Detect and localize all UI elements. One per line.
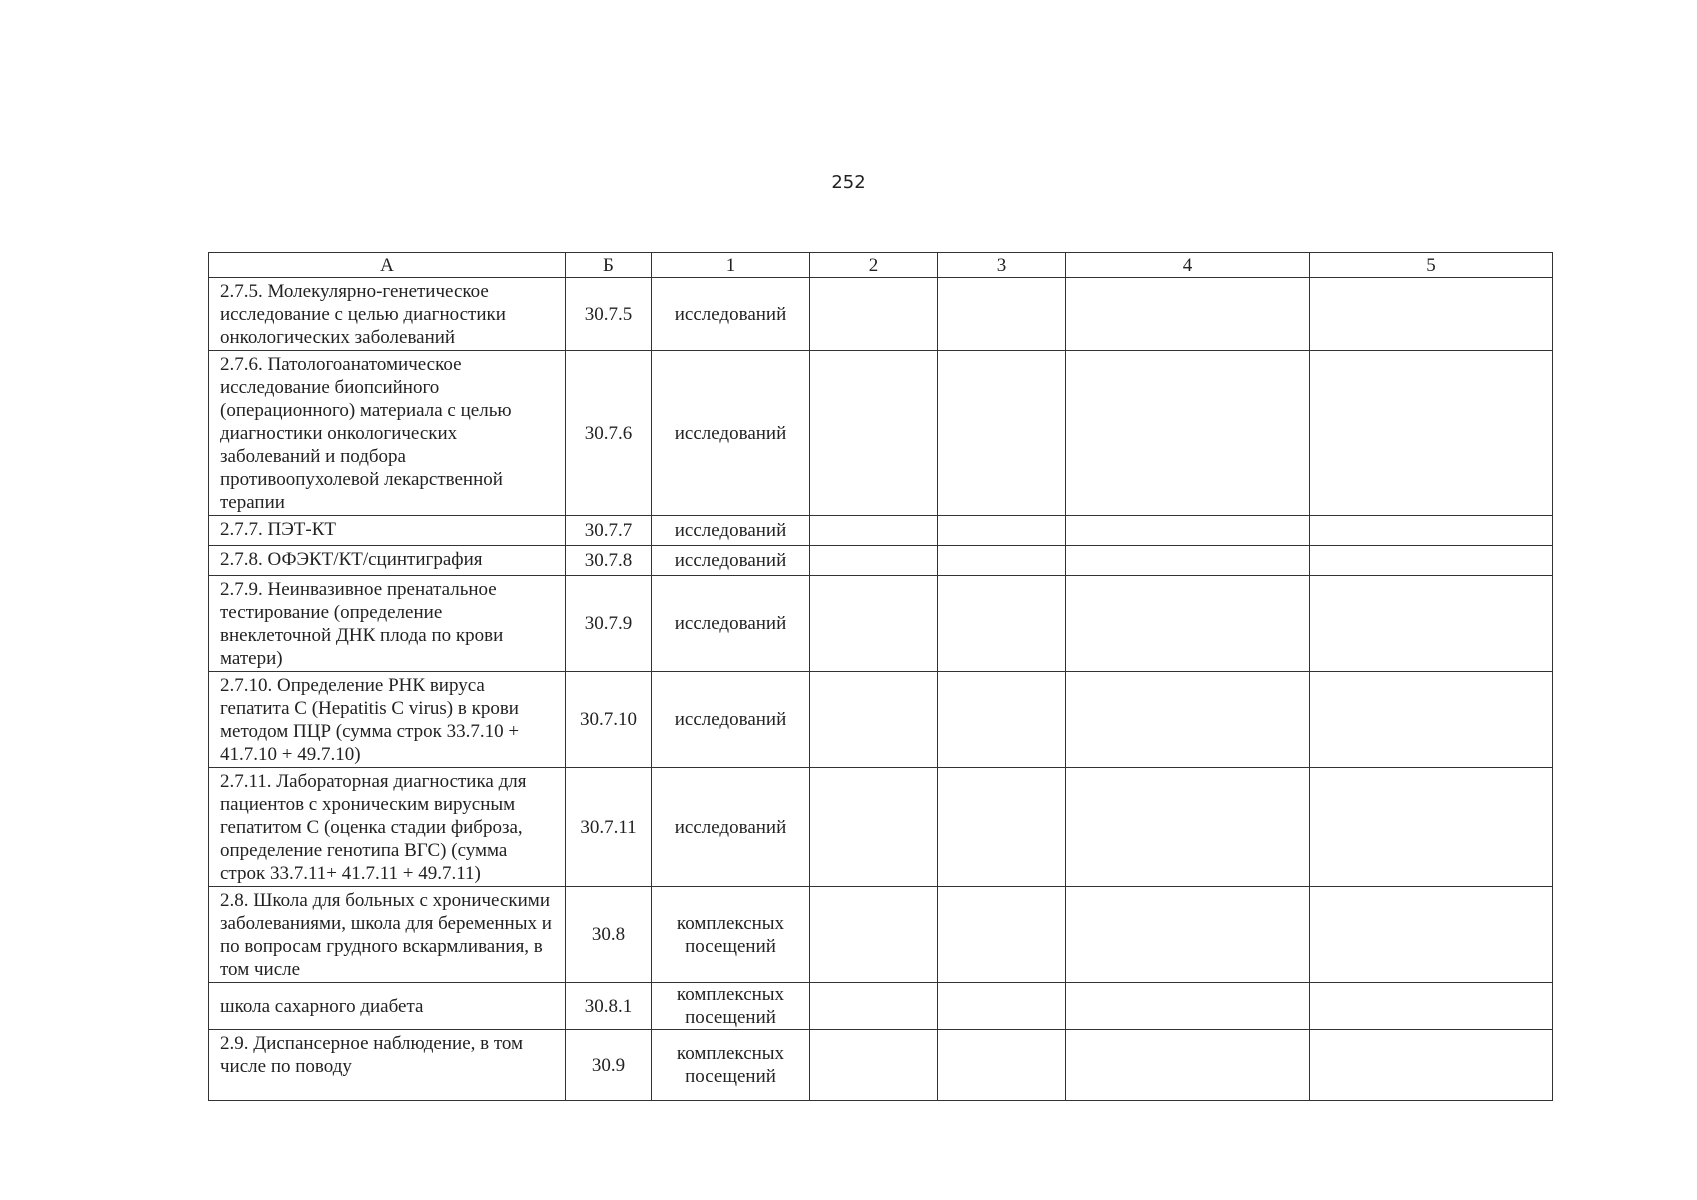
row-col-4	[1066, 516, 1310, 546]
row-col-5	[1310, 983, 1553, 1030]
row-col-2	[810, 768, 938, 887]
row-col-3	[938, 672, 1066, 768]
row-col-3	[938, 546, 1066, 576]
row-col-2	[810, 546, 938, 576]
row-name: 2.7.9. Неинвазивное пренатальное тестирование (определение внеклеточной ДНК плода по крови матери)	[209, 576, 566, 672]
row-unit: комплексных посещений	[652, 983, 810, 1030]
row-unit: исследований	[652, 546, 810, 576]
row-col-2	[810, 887, 938, 983]
header-col-3: 3	[938, 253, 1066, 278]
row-unit: исследований	[652, 278, 810, 351]
page-number: 252	[831, 172, 866, 193]
table-row	[209, 278, 1553, 351]
table-row	[209, 576, 1553, 672]
row-unit: исследований	[652, 351, 810, 516]
header-row	[209, 253, 1553, 278]
row-col-4	[1066, 576, 1310, 672]
table-body	[209, 278, 1553, 1101]
row-col-5	[1310, 351, 1553, 516]
row-col-4	[1066, 672, 1310, 768]
report-table	[208, 252, 1553, 1101]
row-unit: исследований	[652, 768, 810, 887]
header-col-b: Б	[566, 253, 652, 278]
row-col-4	[1066, 1030, 1310, 1101]
row-col-5	[1310, 768, 1553, 887]
row-name: 2.7.6. Патологоанатомическое исследование биопсийного (операционного) материала с целью диагностики онкологических заболеваний и подбора противоопухолевой лекарственной терапии	[209, 351, 566, 516]
row-col-2	[810, 1030, 938, 1101]
row-col-3	[938, 1030, 1066, 1101]
row-name: 2.7.7. ПЭТ-КТ	[209, 516, 566, 546]
row-code: 30.7.7	[566, 516, 652, 546]
row-code: 30.9	[566, 1030, 652, 1101]
table-header	[209, 253, 1553, 278]
row-col-5	[1310, 887, 1553, 983]
table-row	[209, 1030, 1553, 1101]
row-name: 2.7.11. Лабораторная диагностика для пациентов с хроническим вирусным гепатитом С (оценка стадии фиброза, определение генотипа ВГС) (сумма строк 33.7.11+ 41.7.11 + 49.7.11)	[209, 768, 566, 887]
row-code: 30.7.8	[566, 546, 652, 576]
row-col-5	[1310, 516, 1553, 546]
row-col-2	[810, 672, 938, 768]
row-col-3	[938, 983, 1066, 1030]
row-unit: комплексных посещений	[652, 1030, 810, 1101]
row-col-4	[1066, 768, 1310, 887]
row-col-2	[810, 516, 938, 546]
row-col-3	[938, 516, 1066, 546]
header-col-2: 2	[810, 253, 938, 278]
row-code: 30.7.10	[566, 672, 652, 768]
table-row	[209, 546, 1553, 576]
row-name: 2.7.5. Молекулярно-генетическое исследование с целью диагностики онкологических заболеваний	[209, 278, 566, 351]
table-row	[209, 768, 1553, 887]
row-col-5	[1310, 1030, 1553, 1101]
row-name: 2.8. Школа для больных с хроническими заболеваниями, школа для беременных и по вопросам грудного вскармливания, в том числе	[209, 887, 566, 983]
row-col-5	[1310, 278, 1553, 351]
row-name: 2.7.10. Определение РНК вируса гепатита С (Hepatitis C virus) в крови методом ПЦР (сумма строк 33.7.10 + 41.7.10 + 49.7.10)	[209, 672, 566, 768]
row-col-4	[1066, 278, 1310, 351]
row-col-3	[938, 887, 1066, 983]
row-col-5	[1310, 546, 1553, 576]
row-col-5	[1310, 672, 1553, 768]
row-col-3	[938, 351, 1066, 516]
row-name: 2.7.8. ОФЭКТ/КТ/сцинтиграфия	[209, 546, 566, 576]
row-code: 30.7.11	[566, 768, 652, 887]
row-col-3	[938, 278, 1066, 351]
row-name: школа сахарного диабета	[209, 983, 566, 1030]
row-col-4	[1066, 887, 1310, 983]
table-row	[209, 672, 1553, 768]
row-col-2	[810, 983, 938, 1030]
row-unit: комплексных посещений	[652, 887, 810, 983]
row-col-3	[938, 576, 1066, 672]
row-code: 30.7.5	[566, 278, 652, 351]
row-col-4	[1066, 983, 1310, 1030]
row-col-2	[810, 576, 938, 672]
table-row	[209, 351, 1553, 516]
row-col-4	[1066, 546, 1310, 576]
row-unit: исследований	[652, 672, 810, 768]
row-code: 30.7.6	[566, 351, 652, 516]
header-col-a: А	[209, 253, 566, 278]
row-name: 2.9. Диспансерное наблюдение, в том числе по поводу	[209, 1030, 566, 1101]
row-col-2	[810, 278, 938, 351]
row-code: 30.8	[566, 887, 652, 983]
row-col-5	[1310, 576, 1553, 672]
row-col-2	[810, 351, 938, 516]
row-unit: исследований	[652, 516, 810, 546]
row-col-4	[1066, 351, 1310, 516]
table-row	[209, 516, 1553, 546]
table-row	[209, 887, 1553, 983]
header-col-1: 1	[652, 253, 810, 278]
row-unit: исследований	[652, 576, 810, 672]
header-col-4: 4	[1066, 253, 1310, 278]
table-row	[209, 983, 1553, 1030]
row-code: 30.8.1	[566, 983, 652, 1030]
row-col-3	[938, 768, 1066, 887]
header-col-5: 5	[1310, 253, 1553, 278]
row-code: 30.7.9	[566, 576, 652, 672]
